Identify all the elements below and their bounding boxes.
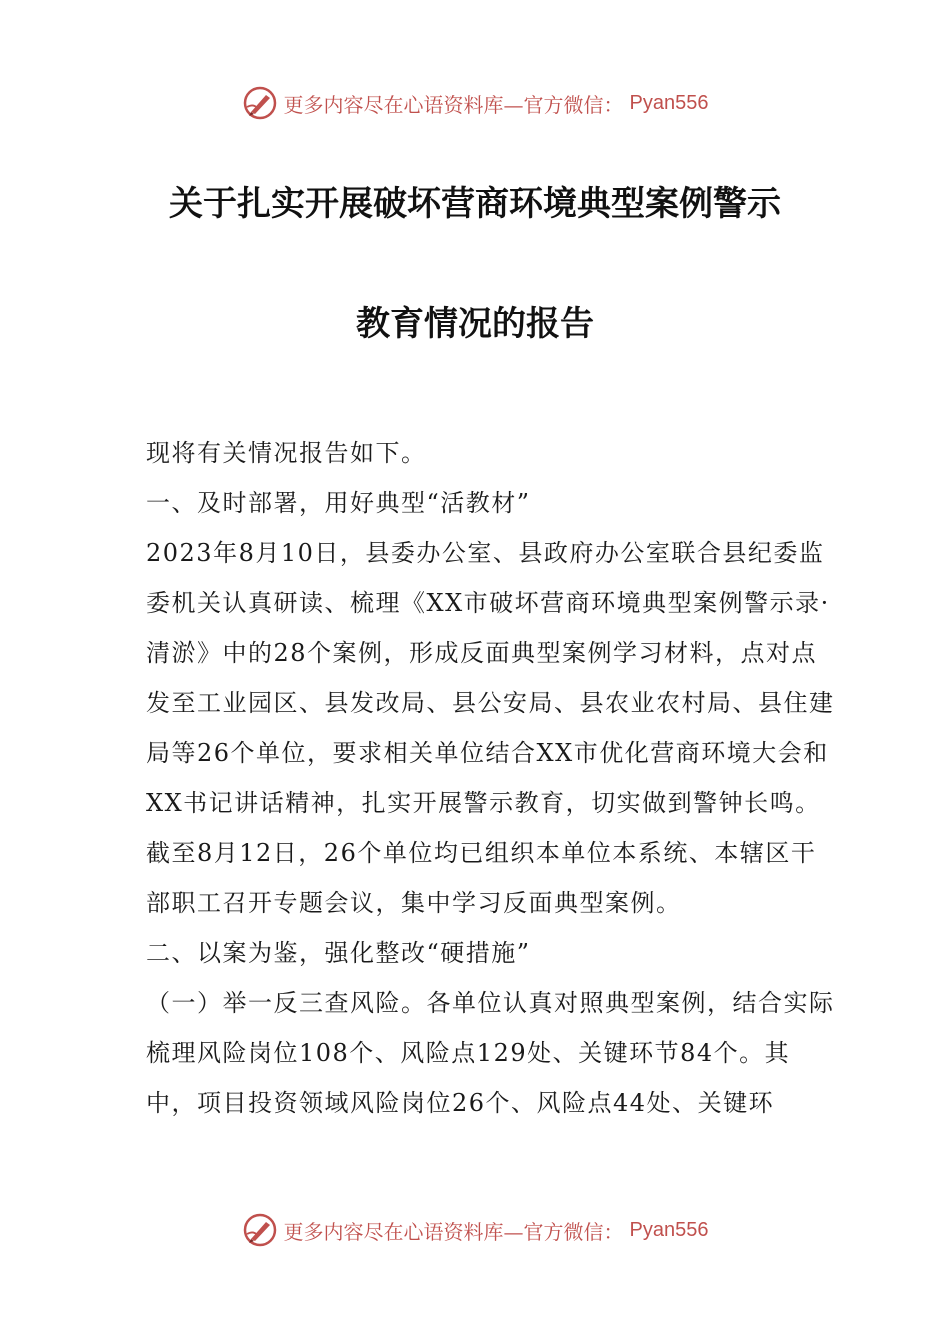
pen-logo-icon: [242, 1212, 278, 1248]
section-heading-2: 二、以案为鉴，强化整改“硬措施”: [146, 939, 531, 967]
paragraph-intro: 现将有关情况报告如下。: [146, 439, 427, 467]
document-body: [146, 428, 836, 1128]
document-title-line-1: 关于扎实开展破坏营商环境典型案例警示: [169, 184, 781, 224]
paragraph-section-1: 2023年8月10日，县委办公室、县政府办公室联合县纪委监委机关认真研读、梳理《XX市破坏营商环境典型案例警示录·清淤》中的28个案例，形成反面典型案例学习材料，点对点发至工业园区、县发改局、县公安局、县农业农村局、县住建局等26个单位，要求相关单位结合XX市优化营商环境大会和XX书记讲话精神，扎实开展警示教育，切实做到警钟长鸣。截至8月12日，26个单位均已组织本单位本系统、本辖区干部职工召开专题会议，集中学习反面典型案例。: [146, 539, 835, 917]
paragraph-section-2-1: （一）举一反三查风险。各单位认真对照典型案例，结合实际梳理风险岗位108个、风险点129处、关键环节84个。其中，项目投资领域风险岗位26个、风险点44处、关键环: [146, 989, 835, 1117]
pen-logo-icon: [242, 85, 278, 121]
document-title-line-2: 教育情况的报告: [356, 304, 594, 344]
section-heading-1: 一、及时部署，用好典型“活教材”: [146, 489, 531, 517]
footer-banner-text: 更多内容尽在心语资料库—官方微信：: [283, 1219, 624, 1244]
header-banner-text: 更多内容尽在心语资料库—官方微信：: [283, 92, 624, 117]
footer-watermark-banner: [0, 1212, 950, 1248]
header-wechat-id: Pyan556: [629, 91, 709, 114]
footer-wechat-id: Pyan556: [629, 1218, 709, 1241]
header-watermark-banner: [0, 85, 950, 121]
